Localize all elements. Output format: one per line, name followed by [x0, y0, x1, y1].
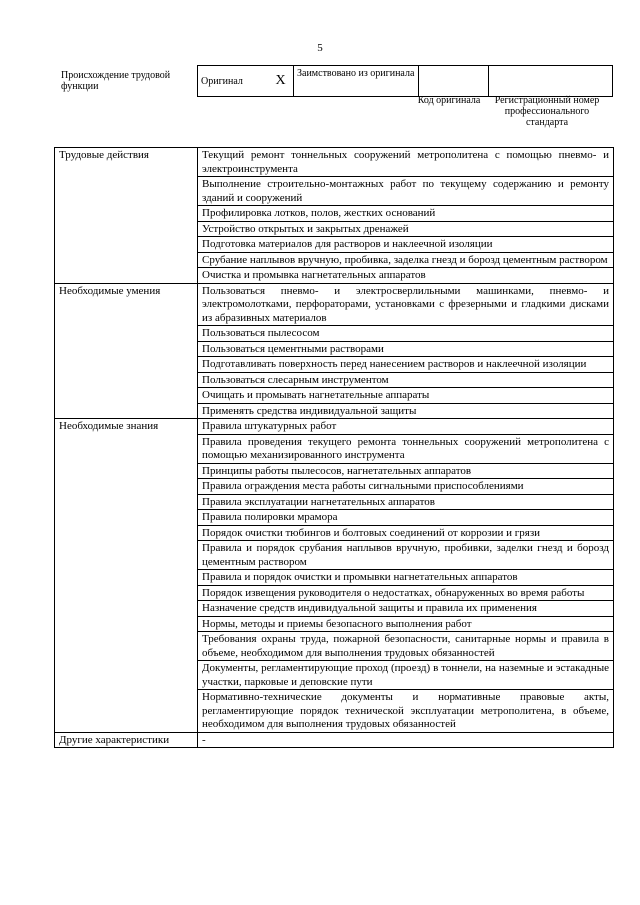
section-item: Пользоваться цементными растворами: [198, 341, 614, 357]
section-item: Пользоваться пневмо- и электросверлильными машинками, пневмо- и электромолотками, перфораторами, установками с фрезерными и гладкими дисками из абразивных материалов: [198, 283, 614, 326]
section-title: Необходимые знания: [55, 419, 198, 733]
section-item: Правила эксплуатации нагнетательных аппаратов: [198, 494, 614, 510]
section-item: Правила штукатурных работ: [198, 419, 614, 435]
section-item: Пользоваться слесарным инструментом: [198, 372, 614, 388]
section-item: Нормативно-технические документы и нормативные правовые акты, регламентирующие порядок технической эксплуатации метрополитена, в объеме, необходимом для выполнения трудовых обязанностей: [198, 690, 614, 733]
section-item: Пользоваться пылесосом: [198, 326, 614, 342]
section-item: -: [198, 732, 614, 748]
section-item: Очищать и промывать нагнетательные аппараты: [198, 388, 614, 404]
page-number: 5: [317, 42, 323, 54]
section-item: Порядок извещения руководителя о недостатках, обнаруженных во время работы: [198, 585, 614, 601]
section-item: Устройство открытых и закрытых дренажей: [198, 221, 614, 237]
original-label: Оригинал: [198, 66, 269, 97]
section-item: Очистка и промывка нагнетательных аппаратов: [198, 268, 614, 284]
section-title: Трудовые действия: [55, 148, 198, 284]
section-item: Применять средства индивидуальной защиты: [198, 403, 614, 419]
section-item: Правила проведения текущего ремонта тоннельных сооружений метрополитена с помощью механизированного инструмента: [198, 434, 614, 463]
code-original-cell: [419, 66, 489, 97]
section-item: Правила и порядок срубания наплывов вручную, пробивки, заделки гнезд и борозд цементным раствором: [198, 541, 614, 570]
section-item: Срубание наплывов вручную, пробивка, заделка гнезд и борозд цементным раствором: [198, 252, 614, 268]
section-title: Необходимые умения: [55, 283, 198, 419]
section-item: Правила полировки мрамора: [198, 510, 614, 526]
section-item: Выполнение строительно-монтажных работ по текущему содержанию и ремонту зданий и сооружений: [198, 177, 614, 206]
section-item: Документы, регламентирующие проход (проезд) в тоннели, на наземные и эстакадные участки, парковые и деповские пути: [198, 661, 614, 690]
section-title: Другие характеристики: [55, 732, 198, 748]
reg-number-caption: Регистрационный номер профессионального стандарта: [494, 95, 600, 128]
section-item: Назначение средств индивидуальной защиты и правила их применения: [198, 601, 614, 617]
section-item: Текущий ремонт тоннельных сооружений метрополитена с помощью пневмо- и электроинструмента: [198, 148, 614, 177]
section-item: Подготавливать поверхность перед нанесением растворов и наклеечной изоляции: [198, 357, 614, 373]
origin-label: Происхождение трудовой функции: [61, 70, 171, 92]
origin-table: [58, 65, 613, 97]
section-item: Порядок очистки тюбингов и болтовых соединений от коррозии и грязи: [198, 525, 614, 541]
table-row: [55, 148, 614, 177]
section-item: Правила ограждения места работы сигнальными приспособлениями: [198, 479, 614, 495]
section-item: Профилировка лотков, полов, жестких оснований: [198, 206, 614, 222]
borrowed-label: Заимствовано из оригинала: [294, 66, 419, 97]
section-item: Принципы работы пылесосов, нагнетательных аппаратов: [198, 463, 614, 479]
table-row: [55, 419, 614, 435]
code-original-caption: Код оригинала: [417, 95, 481, 106]
reg-number-cell: [489, 66, 613, 97]
table-row: [55, 732, 614, 748]
table-row: [55, 283, 614, 326]
labor-functions-table: [54, 147, 614, 748]
original-mark: X: [268, 66, 294, 97]
section-item: Нормы, методы и приемы безопасного выполнения работ: [198, 616, 614, 632]
section-item: Требования охраны труда, пожарной безопасности, санитарные нормы и правила в объеме, необходимом для выполнения трудовых обязанностей: [198, 632, 614, 661]
section-item: Подготовка материалов для растворов и наклеечной изоляции: [198, 237, 614, 253]
section-item: Правила и порядок очистки и промывки нагнетательных аппаратов: [198, 570, 614, 586]
